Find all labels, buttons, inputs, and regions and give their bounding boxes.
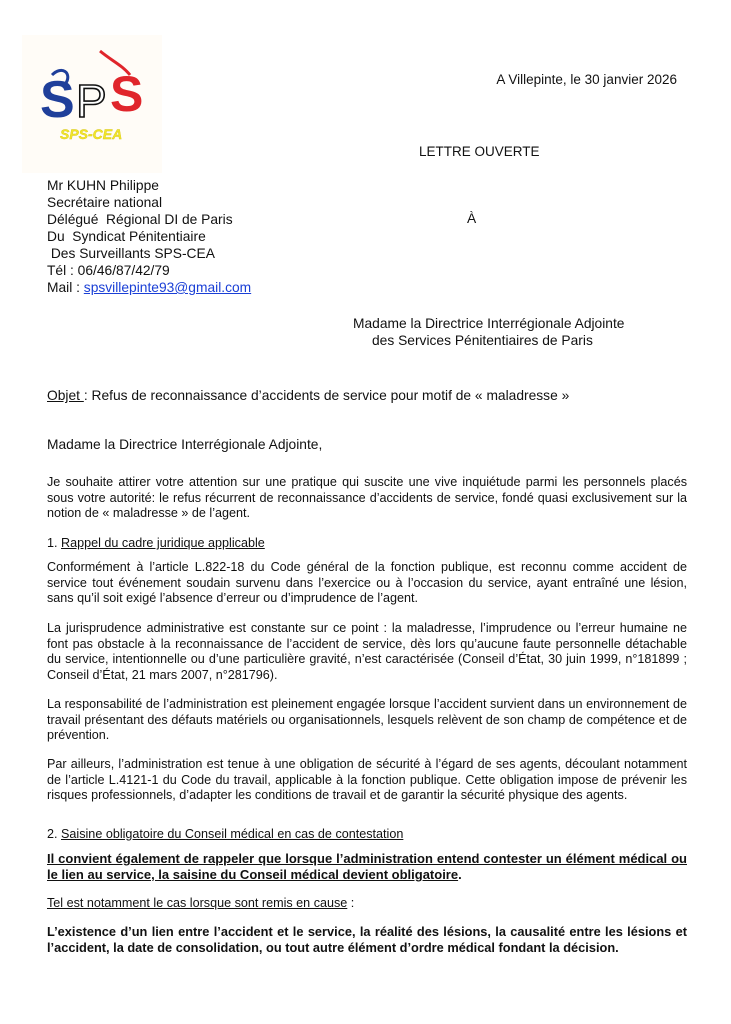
cas-underlined: Tel est notamment le cas lorsque sont remis en cause — [47, 896, 348, 910]
sps-cea-logo — [22, 35, 162, 173]
sender-name: Mr KUHN Philippe — [47, 178, 159, 193]
paragraph-article-l822: Conformément à l’article L.822-18 du Code général de la fonction publique, est reconnu comme accident de service tout événement soudain survenu dans l’exercice ou à l’occasion du service, ayant entraîné une lésion, sans qu’il soit exigé l’absence d’erreur ou d’imprudence de l’agent. — [47, 560, 687, 606]
subject-label: Objet — [47, 388, 84, 403]
svg-text:S: S — [40, 71, 75, 129]
subject-line — [47, 388, 569, 403]
section-2-heading — [47, 827, 403, 841]
paragraph-jurisprudence: La jurisprudence administrative est constante sur ce point : la maladresse, l’imprudence ou l’erreur humaine ne font pas obstacle à la reconnaissance de l’accident de service, dès lors qu’aucune faute personnelle détachable du service, intentionnelle ou d’une particulière gravité, n’est caractérisée (Conseil d’État, 30 juin 1999, n°181899 ; Conseil d’État, 21 mars 2007, n°281796). — [47, 621, 687, 682]
saisine-bold-underlined: Il convient également de rappeler que lorsque l’administration entend contester un élément médical ou le lien au service, la saisine du Conseil médical devient obligatoire — [47, 851, 687, 882]
sender-union-2: Des Surveillants SPS-CEA — [47, 246, 215, 261]
paragraph-obligation-securite: Par ailleurs, l’administration est tenue à une obligation de sécurité à l’égard de ses agents, découlant notamment de l’article L.4121-1 du Code du travail, applicable à la fonction publique. Cette obligation impose de prévenir les risques professionnels, d’adapter les conditions de travail et de garantir la sécurité physique des agents. — [47, 757, 687, 803]
sender-mail-line — [47, 279, 251, 296]
section-2-number: 2. — [47, 827, 62, 841]
svg-text:S: S — [110, 66, 144, 122]
sender-union: Du Syndicat Pénitentiaire — [47, 229, 206, 244]
svg-text:P: P — [76, 75, 107, 127]
addressee-marker: À — [467, 211, 477, 226]
section-1-number: 1. — [47, 536, 62, 550]
section-1-title: Rappel du cadre juridique applicable — [61, 536, 265, 550]
logo-graphic-icon — [22, 35, 162, 173]
paragraph-cas-remis-en-cause — [47, 896, 354, 910]
intro-paragraph: Je souhaite attirer votre attention sur une pratique qui suscite une vive inquiétude parmi les personnels placés sous votre autorité: le refus récurrent de reconnaissance d’accidents de service, fondé quasi exclusivement sur la notion de « maladresse » de l’agent. — [47, 475, 687, 521]
mail-link[interactable]: spsvillepinte93@gmail.com — [83, 280, 252, 295]
recipient-line-2: des Services Pénitentiaires de Paris — [372, 333, 593, 348]
recipient-block — [353, 315, 624, 349]
sender-phone: Tél : 06/46/87/42/79 — [47, 263, 170, 278]
cas-end: : — [347, 896, 355, 910]
section-2-title: Saisine obligatoire du Conseil médical en cas de contestation — [61, 827, 404, 841]
date-line: A Villepinte, le 30 janvier 2026 — [496, 72, 677, 87]
recipient-line-1: Madame la Directrice Interrégionale Adjointe — [353, 316, 625, 331]
svg-text:SPS-CEA: SPS-CEA — [60, 126, 123, 142]
mail-label: Mail : — [47, 280, 84, 295]
sender-role: Secrétaire national — [47, 195, 163, 210]
subject-text: : Refus de reconnaissance d’accidents de service pour motif de « maladresse » — [83, 388, 570, 403]
paragraph-saisine-obligatoire — [47, 851, 687, 883]
saisine-end: . — [458, 867, 462, 882]
paragraph-responsabilite: La responsabilité de l’administration est pleinement engagée lorsque l’accident survient dans un environnement de travail présentant des défauts matériels ou organisationnels, lesquels relèvent de son champ de compétence et de prévention. — [47, 697, 687, 743]
letter-type-title: LETTRE OUVERTE — [419, 144, 540, 159]
section-1-heading — [47, 536, 265, 550]
sender-delegation: Délégué Régional DI de Paris — [47, 212, 233, 227]
salutation: Madame la Directrice Interrégionale Adjointe, — [47, 437, 323, 452]
paragraph-elements-medicaux: L’existence d’un lien entre l’accident et le service, la réalité des lésions, la causalité entre les lésions et l’accident, la date de consolidation, ou tout autre élément d’ordre médical fondant la décision. — [47, 924, 687, 955]
sender-block — [47, 177, 251, 296]
